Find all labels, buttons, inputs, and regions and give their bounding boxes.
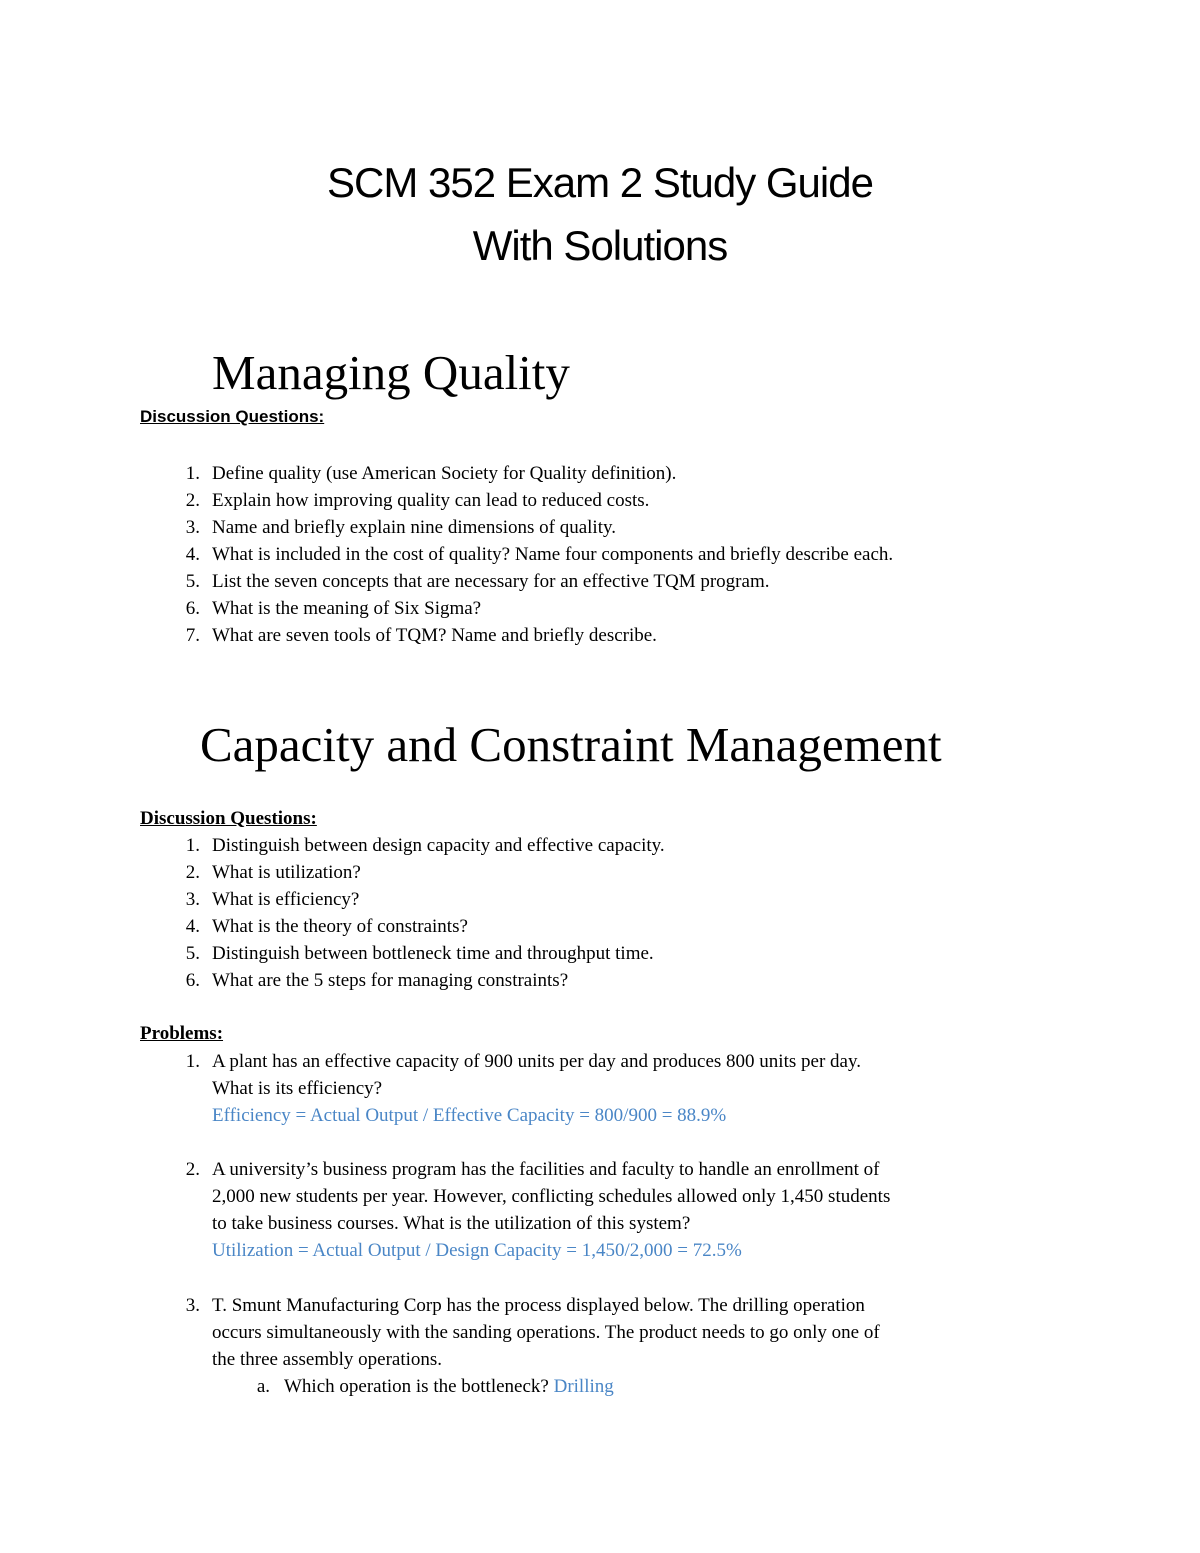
sub-question bbox=[0, 1373, 1100, 1400]
list-item bbox=[0, 940, 1112, 967]
problem-number: 2. bbox=[185, 1159, 200, 1180]
question-text: Distinguish between bottleneck time and throughput time. bbox=[212, 943, 654, 964]
section-heading-capacity: Capacity and Constraint Management bbox=[200, 717, 942, 772]
problem-answer: Utilization = Actual Output / Design Capacity = 1,450/2,000 = 72.5% bbox=[212, 1240, 742, 1261]
quality-question-list bbox=[0, 460, 1112, 649]
sub-question-text: Which operation is the bottleneck? bbox=[284, 1376, 554, 1397]
problem-text-line: What is its efficiency? bbox=[212, 1078, 383, 1099]
list-item bbox=[0, 595, 1112, 622]
document-subtitle: With Solutions bbox=[472, 222, 728, 269]
question-text: What is included in the cost of quality? Name four components and briefly describe each. bbox=[212, 544, 894, 565]
list-item bbox=[0, 886, 1112, 913]
list-item bbox=[0, 541, 1112, 568]
list-item bbox=[0, 568, 1112, 595]
question-text: What are seven tools of TQM? Name and briefly describe. bbox=[212, 625, 657, 646]
problem-text-line: to take business courses. What is the utilization of this system? bbox=[212, 1213, 691, 1234]
quality-discussion-label: Discussion Questions: bbox=[140, 407, 325, 426]
problem-text-line: the three assembly operations. bbox=[212, 1349, 443, 1370]
question-text: Name and briefly explain nine dimensions of quality. bbox=[212, 517, 617, 538]
list-item bbox=[0, 913, 1112, 940]
list-number: 3. bbox=[185, 889, 200, 910]
question-text: What is the meaning of Six Sigma? bbox=[212, 598, 482, 619]
list-number: 4. bbox=[185, 544, 200, 565]
list-item bbox=[0, 460, 1112, 487]
problem-text-line: 2,000 new students per year. However, conflicting schedules allowed only 1,450 students bbox=[212, 1186, 891, 1207]
problem-number: 3. bbox=[185, 1295, 200, 1316]
problem-text-line: A university’s business program has the facilities and faculty to handle an enrollment of bbox=[212, 1159, 880, 1180]
capacity-discussion-label: Discussion Questions: bbox=[140, 808, 317, 829]
sub-question-answer: Drilling bbox=[553, 1376, 614, 1397]
problem-text-line: T. Smunt Manufacturing Corp has the process displayed below. The drilling operation bbox=[212, 1295, 865, 1316]
list-number: 5. bbox=[185, 943, 200, 964]
problem-text-line: occurs simultaneously with the sanding operations. The product needs to go only one of bbox=[212, 1322, 880, 1343]
list-item bbox=[0, 967, 1112, 994]
list-item bbox=[0, 622, 1112, 649]
list-number: 6. bbox=[185, 970, 200, 991]
problem-item bbox=[0, 1156, 1100, 1264]
problem-item bbox=[0, 1048, 1100, 1129]
list-number: 1. bbox=[185, 463, 200, 484]
question-text: What are the 5 steps for managing constraints? bbox=[212, 970, 569, 991]
list-number: 6. bbox=[185, 598, 200, 619]
problem-item bbox=[0, 1292, 1100, 1400]
list-item bbox=[0, 859, 1112, 886]
question-text: List the seven concepts that are necessary for an effective TQM program. bbox=[212, 571, 770, 592]
sub-question-letter: a. bbox=[256, 1376, 270, 1397]
list-item bbox=[0, 832, 1112, 859]
question-text: Distinguish between design capacity and effective capacity. bbox=[212, 835, 665, 856]
document-title: SCM 352 Exam 2 Study Guide bbox=[327, 159, 873, 206]
list-number: 5. bbox=[185, 571, 200, 592]
list-number: 7. bbox=[185, 625, 200, 646]
question-text: What is the theory of constraints? bbox=[212, 916, 468, 937]
list-number: 3. bbox=[185, 517, 200, 538]
question-text: What is utilization? bbox=[212, 862, 361, 883]
question-text: What is efficiency? bbox=[212, 889, 360, 910]
list-item bbox=[0, 487, 1112, 514]
section-heading-managing-quality: Managing Quality bbox=[212, 345, 570, 400]
list-item bbox=[0, 514, 1112, 541]
problem-number: 1. bbox=[185, 1051, 200, 1072]
list-number: 2. bbox=[185, 862, 200, 883]
problem-answer: Efficiency = Actual Output / Effective Capacity = 800/900 = 88.9% bbox=[212, 1105, 727, 1126]
question-text: Define quality (use American Society for Quality definition). bbox=[212, 463, 677, 484]
list-number: 4. bbox=[185, 916, 200, 937]
problem-text-line: A plant has an effective capacity of 900 units per day and produces 800 units per day. bbox=[212, 1051, 861, 1072]
capacity-question-list bbox=[0, 832, 1112, 994]
problems-label: Problems: bbox=[140, 1023, 224, 1044]
list-number: 2. bbox=[185, 490, 200, 511]
list-number: 1. bbox=[185, 835, 200, 856]
question-text: Explain how improving quality can lead to reduced costs. bbox=[212, 490, 650, 511]
